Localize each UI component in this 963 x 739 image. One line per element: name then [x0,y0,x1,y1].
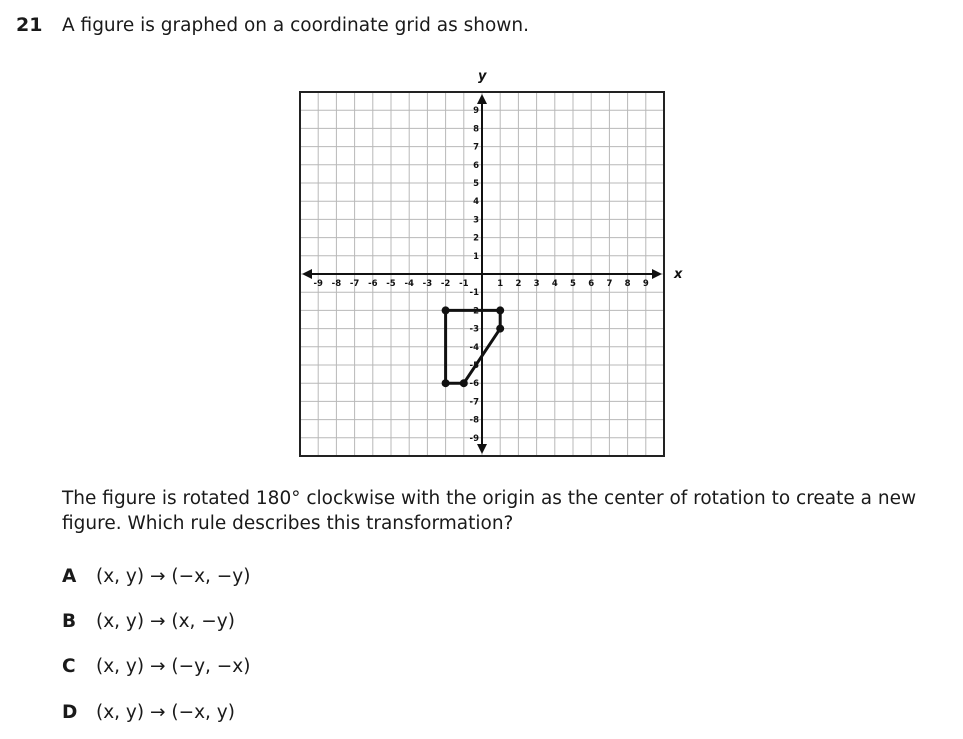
y-tick-label: -9 [469,433,479,444]
answer-choice-d[interactable] [62,702,235,723]
y-tick-label: 1 [473,251,479,262]
x-tick-label: -4 [404,279,414,289]
y-tick-label: 9 [473,106,479,117]
figure-vertex [460,379,468,387]
question-body: The figure is rotated 180° clockwise with the origin as the center of rotation to create a new figure. Which rule describes this transformation? [62,488,917,534]
coordinate-grid [290,64,690,464]
y-tick-label: 3 [473,215,479,226]
choice-rule: (x, y) → (−x, −y) [96,566,251,587]
y-tick-label: -7 [469,397,479,408]
x-tick-label: 8 [624,279,631,289]
answer-choice-b[interactable] [62,611,235,632]
x-tick-label: 7 [606,279,613,289]
figure-vertex [442,306,450,314]
x-tick-label: 2 [515,279,522,289]
x-axis-arrow-right [652,269,662,279]
choice-rule: (x, y) → (−y, −x) [96,656,251,677]
y-tick-label: 6 [473,160,479,171]
y-tick-label: 2 [473,233,479,244]
y-tick-label: -5 [469,361,479,371]
choice-letter: B [62,611,77,632]
question-stem: A figure is graphed on a coordinate grid as shown. [62,15,530,36]
x-tick-label: 5 [570,279,576,289]
x-tick-label: 3 [533,279,540,289]
answer-choice-a[interactable] [62,566,250,587]
figure-vertex [496,325,504,333]
x-axis-arrow-left [302,269,312,279]
x-tick-label: 9 [642,279,649,289]
y-tick-label: -8 [469,415,479,426]
y-tick-label: 5 [473,179,479,189]
choice-letter: A [62,566,77,587]
x-tick-label: -3 [422,279,433,289]
y-tick-label: -1 [469,288,479,299]
y-tick-label: -4 [469,342,479,353]
y-tick-label: -2 [469,306,479,317]
x-tick-label: -2 [440,279,451,289]
y-tick-label: -6 [469,379,479,390]
x-axis-label: x [674,267,683,282]
y-tick-label: -3 [469,324,479,335]
axes [302,94,662,454]
choice-rule: (x, y) → (−x, y) [96,702,235,723]
choice-letter: D [62,702,78,723]
question-number: 21 [16,14,43,36]
y-axis-arrow-up [477,94,487,104]
y-tick-label: 7 [473,142,479,153]
x-tick-label: -1 [459,279,469,289]
x-tick-label: -9 [313,279,323,289]
y-tick-label: 8 [473,124,479,135]
x-tick-label: -6 [368,279,378,289]
figure-vertex [442,379,450,387]
x-tick-label: 6 [588,279,595,289]
y-axis-label: y [478,69,487,84]
y-tick-label: 4 [473,197,479,208]
x-tick-label: 4 [551,279,558,289]
x-tick-label: 1 [497,279,504,289]
y-axis-arrow-down [477,444,487,454]
figure-vertex [496,306,504,314]
answer-choice-c[interactable] [62,656,250,677]
x-tick-label: -5 [386,279,396,289]
choice-rule: (x, y) → (x, −y) [96,611,235,632]
x-tick-label: -7 [349,279,360,289]
x-tick-label: -8 [331,279,342,289]
choice-letter: C [62,656,76,677]
